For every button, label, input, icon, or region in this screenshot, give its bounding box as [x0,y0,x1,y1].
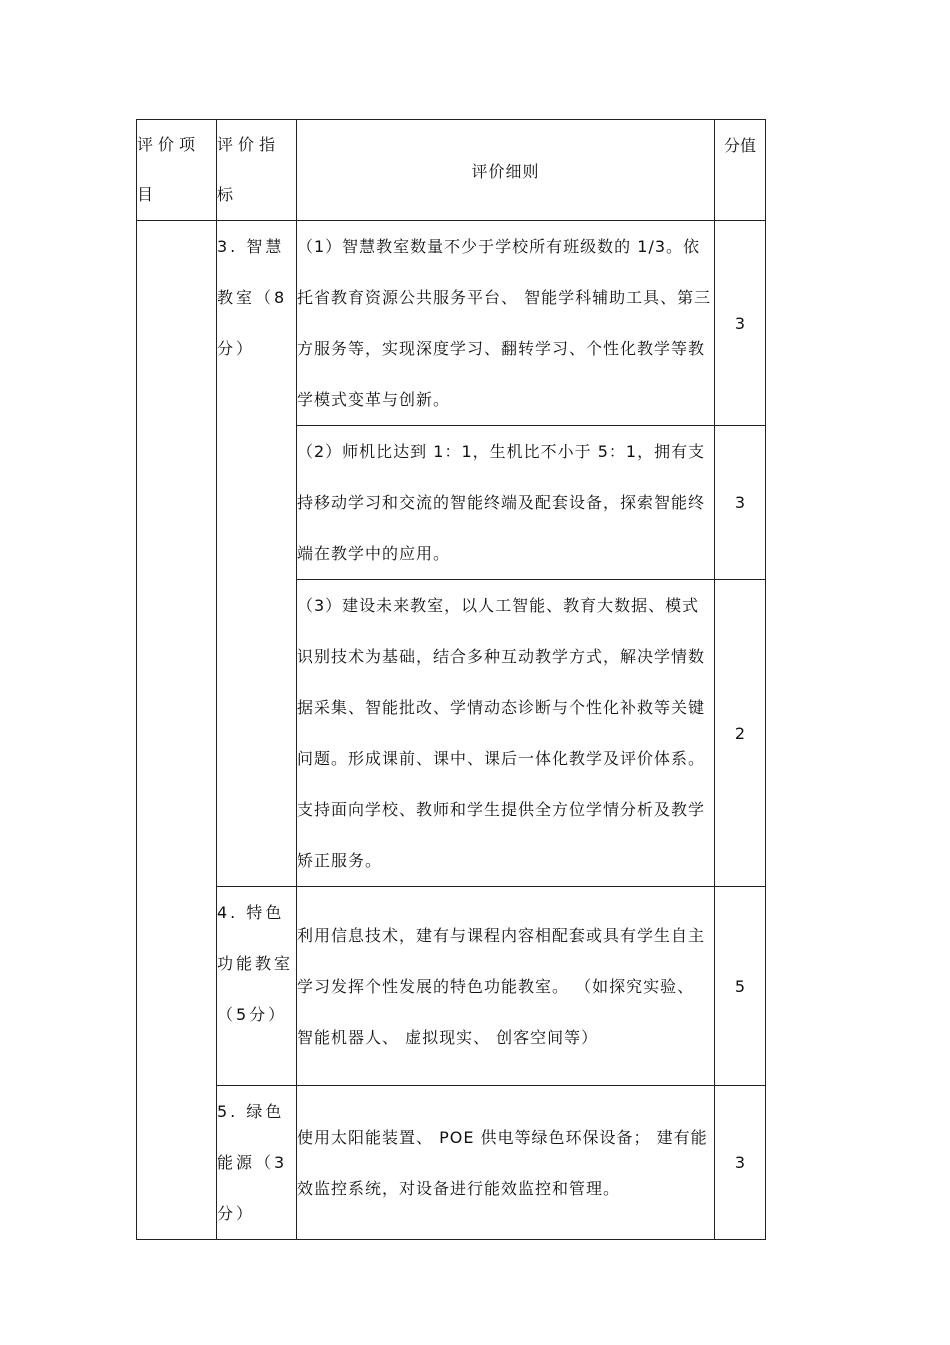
header-rule: 评价细则 [297,120,715,221]
score-value: 5 [715,887,766,1086]
indicator-green-energy: 5. 绿色能源（3分） [217,1086,297,1240]
rule-text: （2）师机比达到 1：1，生机比不小于 5：1，拥有支持移动学习和交流的智能终端及配套设备，探索智能终端在教学中的应用。 [297,426,715,580]
header-score: 分值 [715,120,766,221]
score-value: 3 [715,426,766,580]
item-cell-empty [137,221,217,1240]
rule-text: 使用太阳能装置、 POE 供电等绿色环保设备； 建有能效监控系统，对设备进行能效监控和管理。 [297,1086,715,1240]
indicator-smart-classroom: 3. 智慧教室（8分） [217,221,297,887]
score-value: 2 [715,580,766,887]
score-value: 3 [715,1086,766,1240]
header-item: 评价项目 [137,120,217,221]
table-header-row [137,120,766,221]
table-row [137,1086,766,1240]
table-row [137,221,766,426]
score-value: 3 [715,221,766,426]
rule-text: （3）建设未来教室，以人工智能、教育大数据、模式识别技术为基础，结合多种互动教学方式，解决学情数据采集、智能批改、学情动态诊断与个性化补救等关键问题。形成课前、课中、课后一体化教学及评价体系。支持面向学校、教师和学生提供全方位学情分析及教学矫正服务。 [297,580,715,887]
rule-text: 利用信息技术，建有与课程内容相配套或具有学生自主学习发挥个性发展的特色功能教室。 （如探究实验、 智能机器人、 虚拟现实、 创客空间等） [297,887,715,1086]
evaluation-table [136,119,766,1240]
table-row [137,887,766,1086]
rule-text: （1）智慧教室数量不少于学校所有班级数的 1/3。依托省教育资源公共服务平台、 智能学科辅助工具、第三方服务等，实现深度学习、翻转学习、个性化教学等教学模式变革与创新。 [297,221,715,426]
indicator-special-classroom: 4. 特色功能教室（5分） [217,887,297,1086]
header-indicator: 评价指标 [217,120,297,221]
